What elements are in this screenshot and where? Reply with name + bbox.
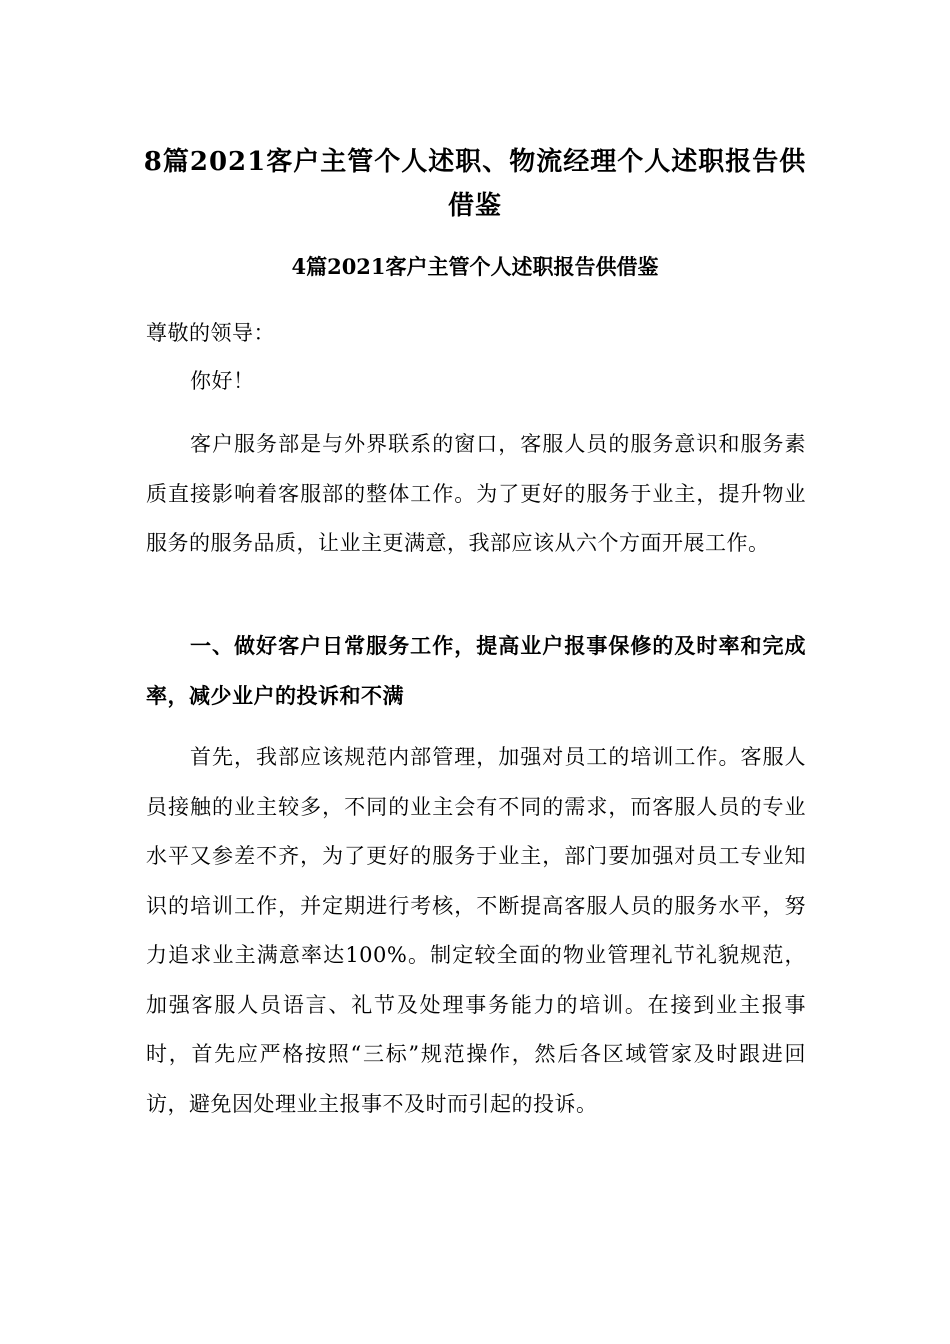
document-title: 8篇2021客户主管个人述职、物流经理个人述职报告供借鉴 [143,147,807,221]
document-subtitle: 4篇2021客户主管个人述职报告供借鉴 [291,254,659,279]
section-heading-1: 一、做好客户日常服务工作，提高业户报事保修的及时率和完成率，减少业户的投诉和不满 [146,633,806,708]
intro-paragraph: 客户服务部是与外界联系的窗口，客服人员的服务意识和服务素质直接影响着客服部的整体工作。为了更好的服务于业主，提升物业服务的服务品质，让业主更满意，我部应该从六个方面开展工作。 [146,432,806,555]
greeting: 你好！ [190,369,255,393]
salutation: 尊敬的领导： [146,321,275,345]
section-body-1: 首先，我部应该规范内部管理，加强对员工的培训工作。客服人员接触的业主较多，不同的业主会有不同的需求，而客服人员的专业水平又参差不齐，为了更好的服务于业主，部门要加强对员工专业知识的培训工作，并定期进行考核，不断提高客服人员的服务水平，努力追求业主满意率达100%。制定较全面的物业管理礼节礼貌规范，加强客服人员语言、礼节及处理事务能力的培训。在接到业主报事时，首先应严格按照“三标”规范操作，然后各区域管家及时跟进回访，避免因处理业主报事不及时而引起的投诉。 [146,745,806,1116]
